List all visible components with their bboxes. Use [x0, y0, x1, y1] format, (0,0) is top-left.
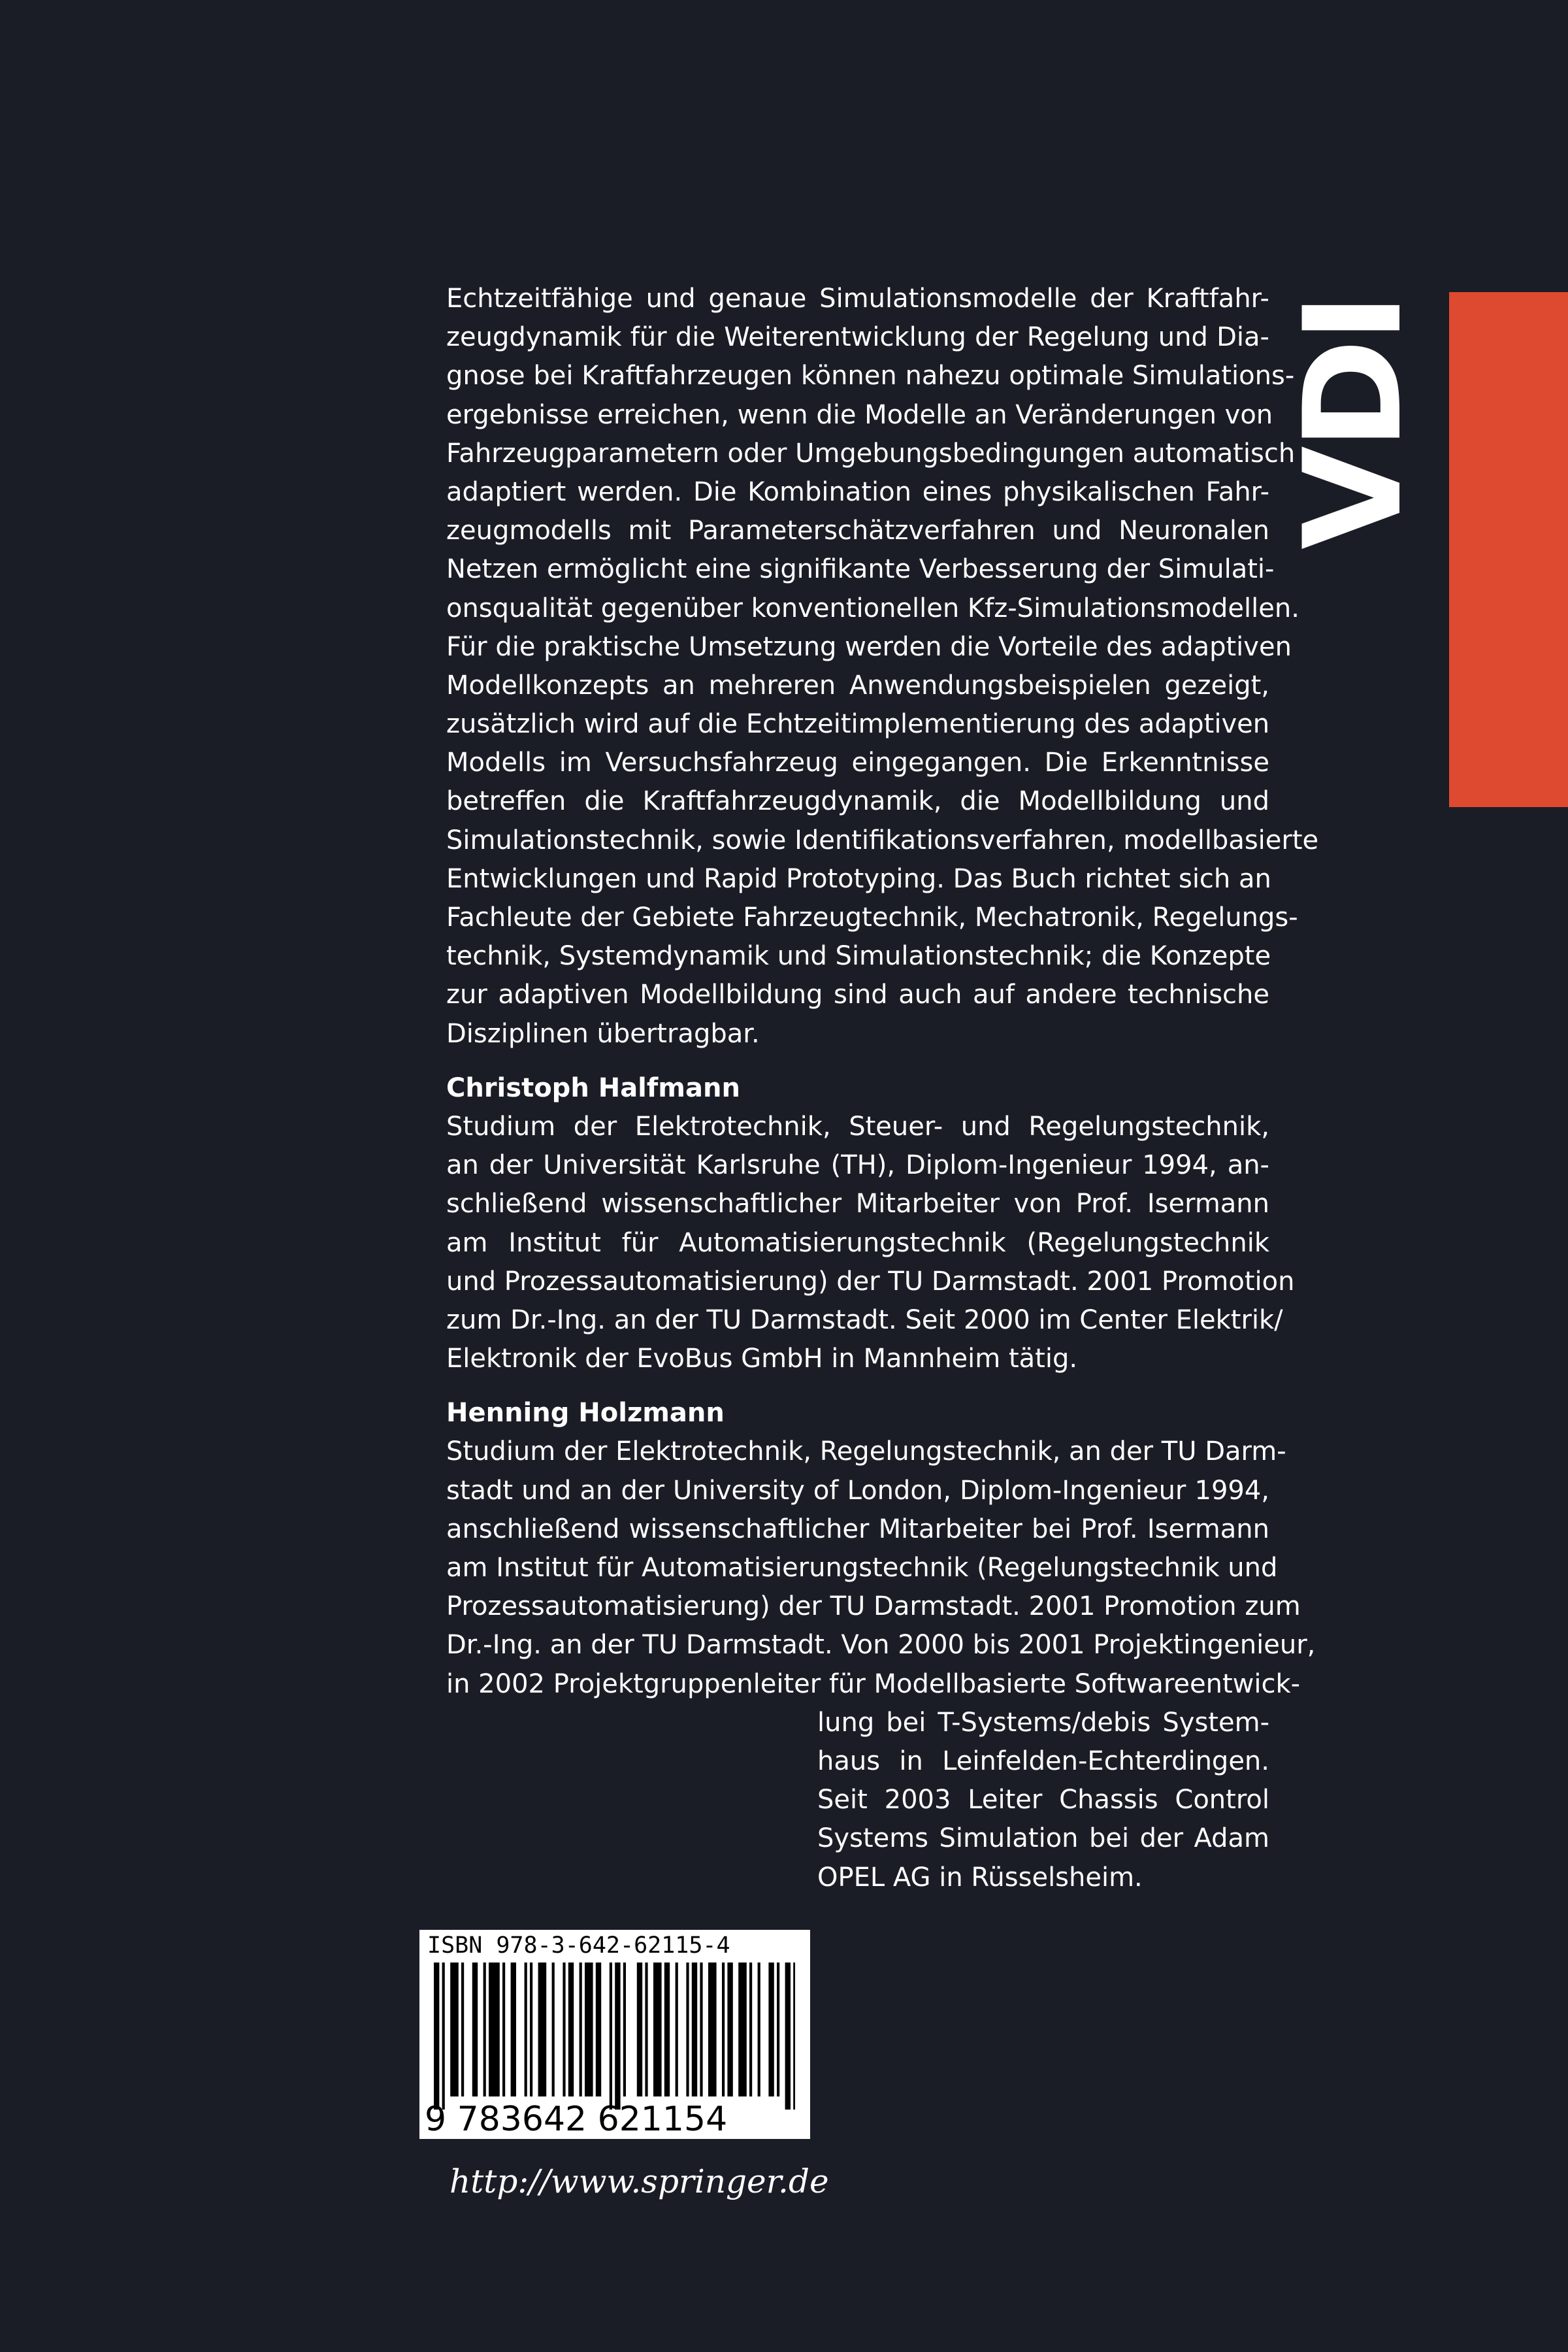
isbn-barcode: [419, 1930, 810, 2139]
barcode-bar: [686, 1963, 689, 2096]
text-line: Systems Simulation bei der Adam: [817, 1823, 1269, 1854]
text-line: Für die praktische Umsetzung werden die Vorteile des adaptiven: [446, 631, 1292, 662]
text-line: am Institut für Automatisierungstechnik (Regelungstechnik: [446, 1227, 1269, 1258]
barcode-bar: [727, 1963, 732, 2096]
text-line: Fachleute der Gebiete Fahrzeugtechnik, Mechatronik, Regelungs-: [446, 903, 1298, 933]
barcode-bar: [749, 1963, 752, 2096]
text-line: Elektronik der EvoBus GmbH in Mannheim tätig.: [446, 1344, 1078, 1374]
text-line: gnose bei Kraftfahrzeugen können nahezu optimale Simulations-: [446, 361, 1295, 391]
publisher-url[interactable]: http://www.springer.de: [449, 2162, 829, 2200]
barcode-bar: [538, 1963, 547, 2096]
author-name: Christoph Halfmann: [446, 1072, 740, 1103]
text-line: Studium der Elektrotechnik, Steuer- und Regelungstechnik,: [446, 1111, 1269, 1142]
barcode-bar: [623, 1963, 626, 2096]
barcode-bar: [645, 1963, 647, 2096]
barcode-bar: [434, 1963, 439, 2110]
barcode-bar: [758, 1963, 760, 2096]
barcode-bar: [563, 1963, 565, 2096]
vdi-logo: [1276, 288, 1431, 559]
barcode-bar: [793, 1963, 795, 2110]
barcode-bar: [738, 1963, 747, 2096]
barcode-bar: [450, 1963, 459, 2096]
text-line: zeugmodells mit Parameterschätzverfahren und Neuronalen: [446, 516, 1269, 546]
text-line: betreffen die Kraftfahrzeugdynamik, die Modellbildung und: [446, 786, 1269, 817]
barcode-bar: [676, 1963, 678, 2096]
text-line: am Institut für Automatisierungstechnik (Regelungstechnik und: [446, 1553, 1278, 1583]
text-line: zur adaptiven Modellbildung sind auch auf andere technische: [446, 980, 1269, 1010]
barcode-bar: [653, 1963, 662, 2096]
text-line: anschließend wissenschaftlicher Mitarbeiter bei Prof. Isermann: [446, 1514, 1269, 1544]
barcode-bar: [525, 1963, 527, 2096]
barcode-bar: [442, 1963, 445, 2110]
author-bio-text: [446, 1433, 1316, 1703]
isbn-label: ISBN 978-3-642-62115-4: [427, 1932, 730, 1959]
barcode-bar: [700, 1963, 702, 2096]
text-line: Prozessautomatisierung) der TU Darmstadt. 2001 Promotion zum: [446, 1591, 1301, 1622]
barcode-bar: [580, 1963, 582, 2096]
text-line: Echtzeitfähige und genaue Simulationsmodelle der Kraftfahr-: [446, 284, 1269, 314]
barcode-bar: [483, 1963, 486, 2096]
barcode-bar: [722, 1963, 725, 2096]
text-line: Seit 2003 Leiter Chassis Control: [817, 1785, 1269, 1815]
barcode-bar: [785, 1963, 791, 2110]
barcode-bar: [664, 1963, 670, 2096]
barcode-bar: [461, 1963, 464, 2096]
barcode-bar: [585, 1963, 593, 2096]
text-line: adaptiert werden. Die Kombination eines physikalischen Fahr-: [446, 476, 1269, 507]
text-line: zeugdynamik für die Weiterentwicklung der Regelung und Dia-: [446, 322, 1269, 353]
vdi-logo-text: VDI: [1276, 296, 1431, 550]
barcode-bar: [502, 1963, 505, 2096]
text-line: technik, Systemdynamik und Simulationstechnik; die Konzepte: [446, 941, 1271, 972]
barcode-bar: [568, 1963, 574, 2096]
author-bio-holzmann: [446, 1394, 1316, 1897]
author-bio-text: [446, 1108, 1295, 1378]
text-line: Fahrzeugparametern oder Umgebungsbedingungen automatisch: [446, 438, 1296, 469]
barcode-bar: [472, 1963, 478, 2096]
text-line: Modellkonzepts an mehreren Anwendungsbeispielen gezeigt,: [446, 670, 1269, 701]
author-bio-text-indented: [817, 1704, 1269, 1897]
text-line: onsqualität gegenüber konventionellen Kfz-Simulationsmodellen.: [446, 593, 1299, 623]
barcode-bar: [708, 1963, 717, 2096]
barcode-bar: [692, 1963, 697, 2096]
text-line: ergebnisse erreichen, wenn die Modelle an Veränderungen von: [446, 399, 1273, 430]
text-line: haus in Leinfelden-Echterdingen.: [817, 1746, 1269, 1776]
text-line: stadt und an der University of London, Diplom-Ingenieur 1994,: [446, 1475, 1269, 1506]
text-line: an der Universität Karlsruhe (TH), Diplom-Ingenieur 1994, an-: [446, 1150, 1269, 1181]
text-line: Simulationstechnik, sowie Identifikationsverfahren, modellbasierte: [446, 825, 1319, 855]
cover-text: [446, 280, 1319, 1897]
author-name: Henning Holzmann: [446, 1398, 725, 1429]
barcode-bar: [615, 1963, 620, 2110]
barcode-bar: [489, 1963, 500, 2096]
barcode-bar: [768, 1963, 774, 2096]
text-line: schließend wissenschaftlicher Mitarbeiter von Prof. Isermann: [446, 1189, 1269, 1219]
text-line: und Prozessautomatisierung) der TU Darmstadt. 2001 Promotion: [446, 1266, 1295, 1297]
barcode-bar: [596, 1963, 601, 2096]
barcode-bar: [530, 1963, 532, 2096]
text-line: Disziplinen übertragbar.: [446, 1018, 760, 1049]
text-line: in 2002 Projektgruppenleiter für Modellbasierte Softwareentwick-: [446, 1668, 1301, 1699]
barcode-bar: [777, 1963, 779, 2096]
text-line: Dr.-Ing. an der TU Darmstadt. Von 2000 bis 2001 Projektingenieur,: [446, 1630, 1316, 1661]
text-line: Studium der Elektrotechnik, Regelungstechnik, an der TU Darm-: [446, 1436, 1286, 1467]
text-line: Modells im Versuchsfahrzeug eingegangen. Die Erkenntnisse: [446, 748, 1269, 778]
text-line: Entwicklungen und Rapid Prototyping. Das Buch richtet sich an: [446, 863, 1271, 894]
barcode-bar: [610, 1963, 612, 2110]
barcode-digits: 9 783642 621154: [425, 2100, 728, 2139]
text-line: lung bei T-Systems/debis System-: [817, 1707, 1269, 1738]
text-line: OPEL AG in Rüsselsheim.: [817, 1862, 1143, 1893]
text-line: zusätzlich wird auf die Echtzeitimplementierung des adaptiven: [446, 709, 1270, 740]
barcode-bar: [552, 1963, 555, 2096]
barcode-bar: [637, 1963, 642, 2096]
text-line: Netzen ermöglicht eine signifikante Verbesserung der Simulati-: [446, 554, 1275, 585]
text-line: zum Dr.-Ing. an der TU Darmstadt. Seit 2000 im Center Elektrik/: [446, 1304, 1283, 1335]
author-bio-halfmann: [446, 1069, 1295, 1379]
barcode-bar: [511, 1963, 516, 2096]
blurb-paragraph: [446, 280, 1319, 1053]
red-accent-bar: [1449, 292, 1568, 807]
